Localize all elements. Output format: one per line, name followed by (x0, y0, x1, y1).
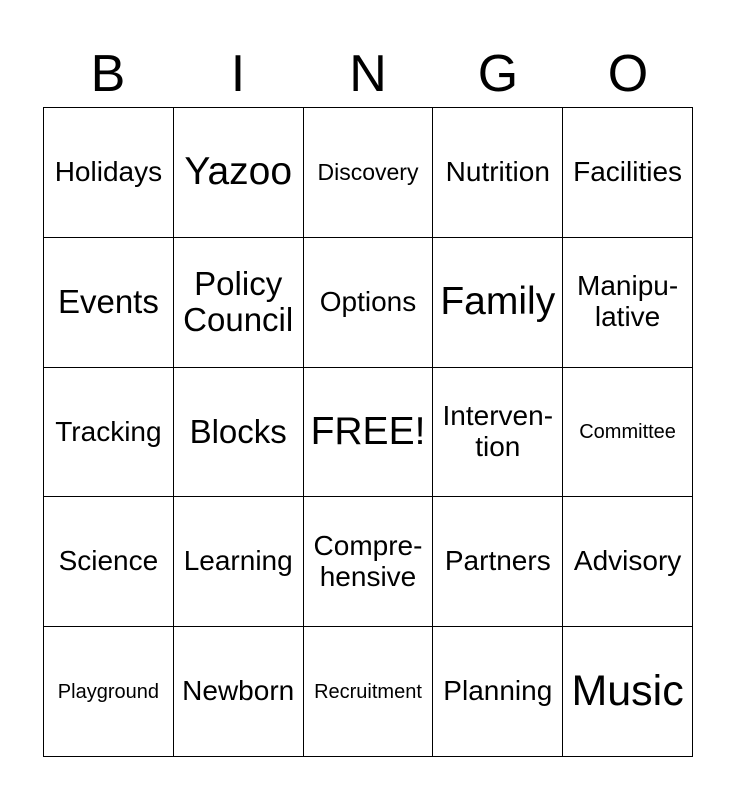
bingo-cell[interactable] (433, 627, 563, 757)
cell-label: Committee (579, 420, 676, 443)
cell-label: Music (571, 666, 684, 715)
bingo-cell[interactable] (433, 368, 563, 498)
bingo-cell[interactable] (433, 108, 563, 238)
cell-label: Manipu- lative (577, 270, 679, 333)
cell-label: Events (57, 283, 159, 321)
cell-label: Discovery (317, 158, 419, 185)
cell-label: Family (440, 279, 556, 323)
bingo-header (43, 40, 693, 108)
bingo-cell[interactable] (433, 238, 563, 368)
cell-label: Playground (57, 680, 159, 703)
bingo-cell[interactable] (44, 497, 174, 627)
bingo-cell[interactable] (304, 108, 434, 238)
bingo-cell[interactable] (44, 627, 174, 757)
bingo-cell[interactable] (304, 497, 434, 627)
cell-label: Interven- tion (442, 400, 554, 462)
bingo-cell[interactable] (563, 627, 693, 757)
cell-label: Planning (443, 675, 553, 707)
header-letter-g: G (477, 45, 519, 103)
bingo-cell[interactable] (304, 238, 434, 368)
cell-label: Holidays (54, 156, 163, 187)
header-letter-b: B (90, 45, 126, 103)
cell-label: Newborn (182, 675, 295, 707)
bingo-cell[interactable] (304, 627, 434, 757)
header-letter-n: N (349, 45, 387, 103)
cell-label: Advisory (573, 545, 682, 577)
cell-label: Facilities (573, 156, 683, 187)
cell-label: Science (58, 545, 159, 577)
cell-label: Compre- hensive (313, 529, 423, 592)
header-letter-o: O (607, 45, 649, 103)
cell-label: Partners (444, 545, 551, 577)
cell-label: Learning (183, 545, 293, 577)
bingo-cell[interactable] (563, 238, 693, 368)
bingo-cell[interactable] (174, 368, 304, 498)
bingo-cell[interactable] (44, 108, 174, 238)
cell-label: Blocks (189, 412, 287, 450)
bingo-cell[interactable] (563, 497, 693, 627)
bingo-cell[interactable] (44, 368, 174, 498)
bingo-cell[interactable] (433, 497, 563, 627)
cell-label: Nutrition (445, 156, 550, 187)
free-space-label: FREE! (310, 409, 426, 453)
bingo-cell[interactable] (174, 238, 304, 368)
bingo-cell[interactable] (44, 238, 174, 368)
cell-label: Options (319, 285, 417, 317)
bingo-cell[interactable] (174, 108, 304, 238)
bingo-cell[interactable] (174, 627, 304, 757)
bingo-cell[interactable] (563, 368, 693, 498)
cell-label: Yazoo (184, 149, 293, 193)
bingo-cell[interactable] (174, 497, 304, 627)
bingo-board (43, 107, 693, 757)
cell-label: Tracking (55, 415, 162, 447)
header-letter-i: I (230, 45, 246, 103)
bingo-cell[interactable] (563, 108, 693, 238)
bingo-cell-free[interactable] (304, 368, 434, 498)
cell-label: Policy Council (183, 264, 294, 339)
cell-label: Recruitment (314, 680, 422, 703)
